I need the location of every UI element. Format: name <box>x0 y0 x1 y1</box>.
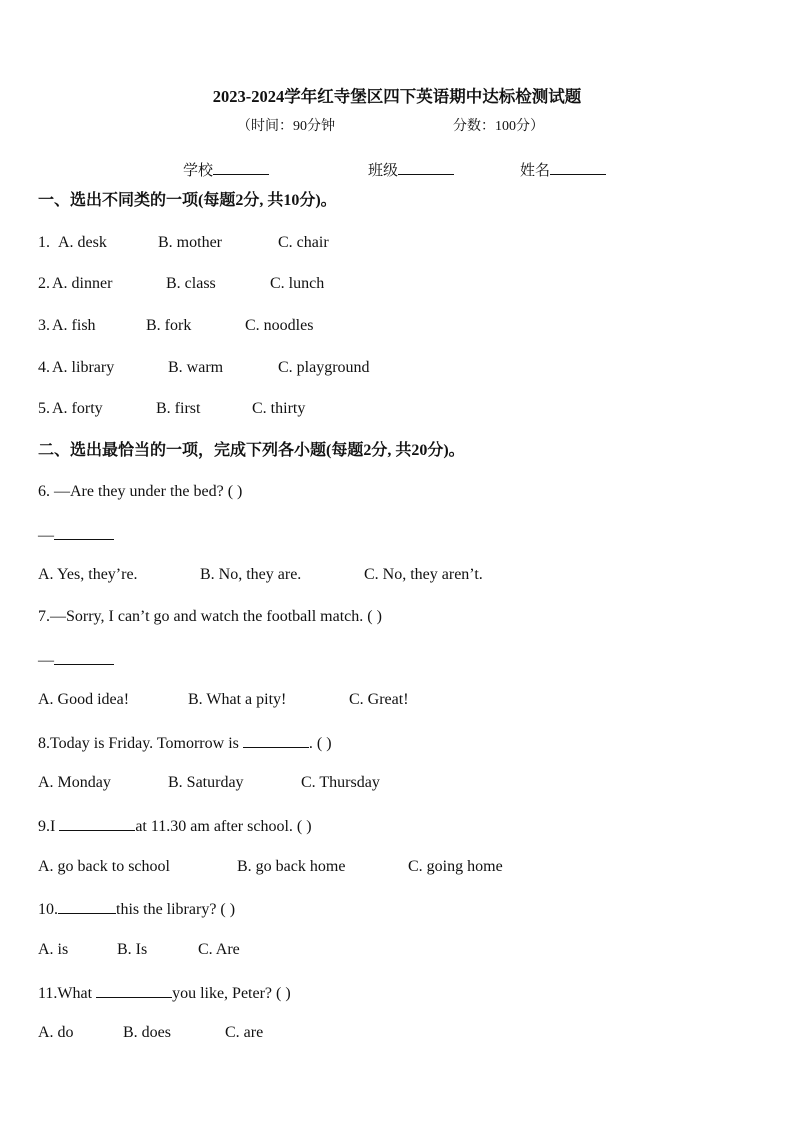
stem-text: 8.Today is Friday. Tomorrow is <box>38 735 243 752</box>
option-c[interactable]: C. thirty <box>252 400 306 417</box>
stem-text: this the library? ( ) <box>116 901 236 918</box>
option-a[interactable]: A. Yes, they’re. <box>38 566 138 583</box>
class-field <box>368 159 454 181</box>
option-a[interactable]: A. Good idea! <box>38 691 130 708</box>
option-c[interactable]: C. chair <box>278 234 329 251</box>
school-blank[interactable] <box>213 159 269 175</box>
option-c[interactable]: C. Thursday <box>301 774 380 791</box>
page-title: 2023-2024学年红寺堡区四下英语期中达标检测试题 <box>212 87 582 106</box>
question-6-reply <box>38 524 114 546</box>
option-c[interactable]: C. noodles <box>245 317 314 334</box>
option-a[interactable]: A. dinner <box>52 275 113 292</box>
class-blank[interactable] <box>398 159 454 175</box>
option-a[interactable]: A. go back to school <box>38 858 170 875</box>
option-c[interactable]: C. Are <box>198 941 240 958</box>
answer-blank[interactable] <box>96 982 172 998</box>
option-b[interactable]: B. warm <box>168 359 224 376</box>
name-label: 姓名 <box>520 163 551 179</box>
option-b[interactable]: B. Is <box>117 941 148 958</box>
question-5 <box>38 399 778 419</box>
option-a[interactable]: A. do <box>38 1024 74 1041</box>
class-label: 班级 <box>368 163 399 179</box>
question-7-reply <box>38 649 114 671</box>
option-a[interactable]: A. forty <box>52 400 103 417</box>
option-b[interactable]: B. Saturday <box>168 774 244 791</box>
question-number: 3. <box>38 317 50 334</box>
option-b[interactable]: B. go back home <box>237 858 346 875</box>
answer-blank[interactable] <box>54 649 114 665</box>
question-11-stem <box>38 982 291 1004</box>
dash: — <box>38 652 54 669</box>
answer-blank[interactable] <box>59 815 135 831</box>
answer-blank[interactable] <box>54 524 114 540</box>
option-c[interactable]: C. are <box>225 1024 264 1041</box>
option-c[interactable]: C. lunch <box>270 275 325 292</box>
stem-text: 10. <box>38 901 58 918</box>
question-number: 2. <box>38 275 50 292</box>
question-number: 5. <box>38 400 50 417</box>
answer-blank[interactable] <box>243 732 309 748</box>
option-c[interactable]: C. Great! <box>349 691 409 708</box>
option-b[interactable]: B. class <box>166 275 216 292</box>
school-field <box>183 159 269 181</box>
section1-heading: 一、选出不同类的一项(每题2分, 共10分)。 <box>38 192 337 209</box>
question-7-stem: 7.—Sorry, I can’t go and watch the football match. ( ) <box>38 608 382 625</box>
name-field <box>520 159 606 181</box>
option-a[interactable]: A. fish <box>52 317 96 334</box>
option-c[interactable]: C. playground <box>278 359 370 376</box>
question-number: 4. <box>38 359 50 376</box>
stem-text: . ( ) <box>308 735 332 752</box>
option-b[interactable]: B. does <box>123 1024 171 1041</box>
question-10-stem <box>38 898 235 920</box>
question-2 <box>38 274 778 294</box>
option-a[interactable]: A. library <box>52 359 115 376</box>
option-b[interactable]: B. first <box>156 400 201 417</box>
question-9-stem <box>38 815 312 837</box>
score-info: 分数：100分） <box>453 119 544 134</box>
question-3 <box>38 316 778 336</box>
option-b[interactable]: B. mother <box>158 234 222 251</box>
stem-text: 11.What <box>38 985 97 1002</box>
option-a[interactable]: A. is <box>38 941 69 958</box>
answer-blank[interactable] <box>58 898 116 914</box>
name-blank[interactable] <box>550 159 606 175</box>
stem-text: at 11.30 am after school. ( ) <box>135 818 312 835</box>
stem-text: 9.I <box>38 818 60 835</box>
stem-text: you like, Peter? ( ) <box>172 985 291 1002</box>
question-number: 1. <box>38 234 50 251</box>
question-4 <box>38 358 778 378</box>
option-a[interactable]: A. Monday <box>38 774 111 791</box>
option-c[interactable]: C. No, they aren’t. <box>364 566 483 583</box>
question-8-stem <box>38 732 332 754</box>
question-6-stem: 6. —Are they under the bed? ( ) <box>38 483 243 500</box>
option-c[interactable]: C. going home <box>408 858 503 875</box>
question-1 <box>38 233 778 253</box>
option-a[interactable]: A. desk <box>58 234 107 251</box>
option-b[interactable]: B. What a pity! <box>188 691 287 708</box>
option-b[interactable]: B. No, they are. <box>200 566 302 583</box>
section2-heading: 二、选出最恰当的一项，完成下列各小题(每题2分, 共20分)。 <box>38 442 465 459</box>
time-info: （时间：90分钟 <box>237 119 335 134</box>
option-b[interactable]: B. fork <box>146 317 192 334</box>
school-label: 学校 <box>183 163 214 179</box>
dash: — <box>38 527 54 544</box>
